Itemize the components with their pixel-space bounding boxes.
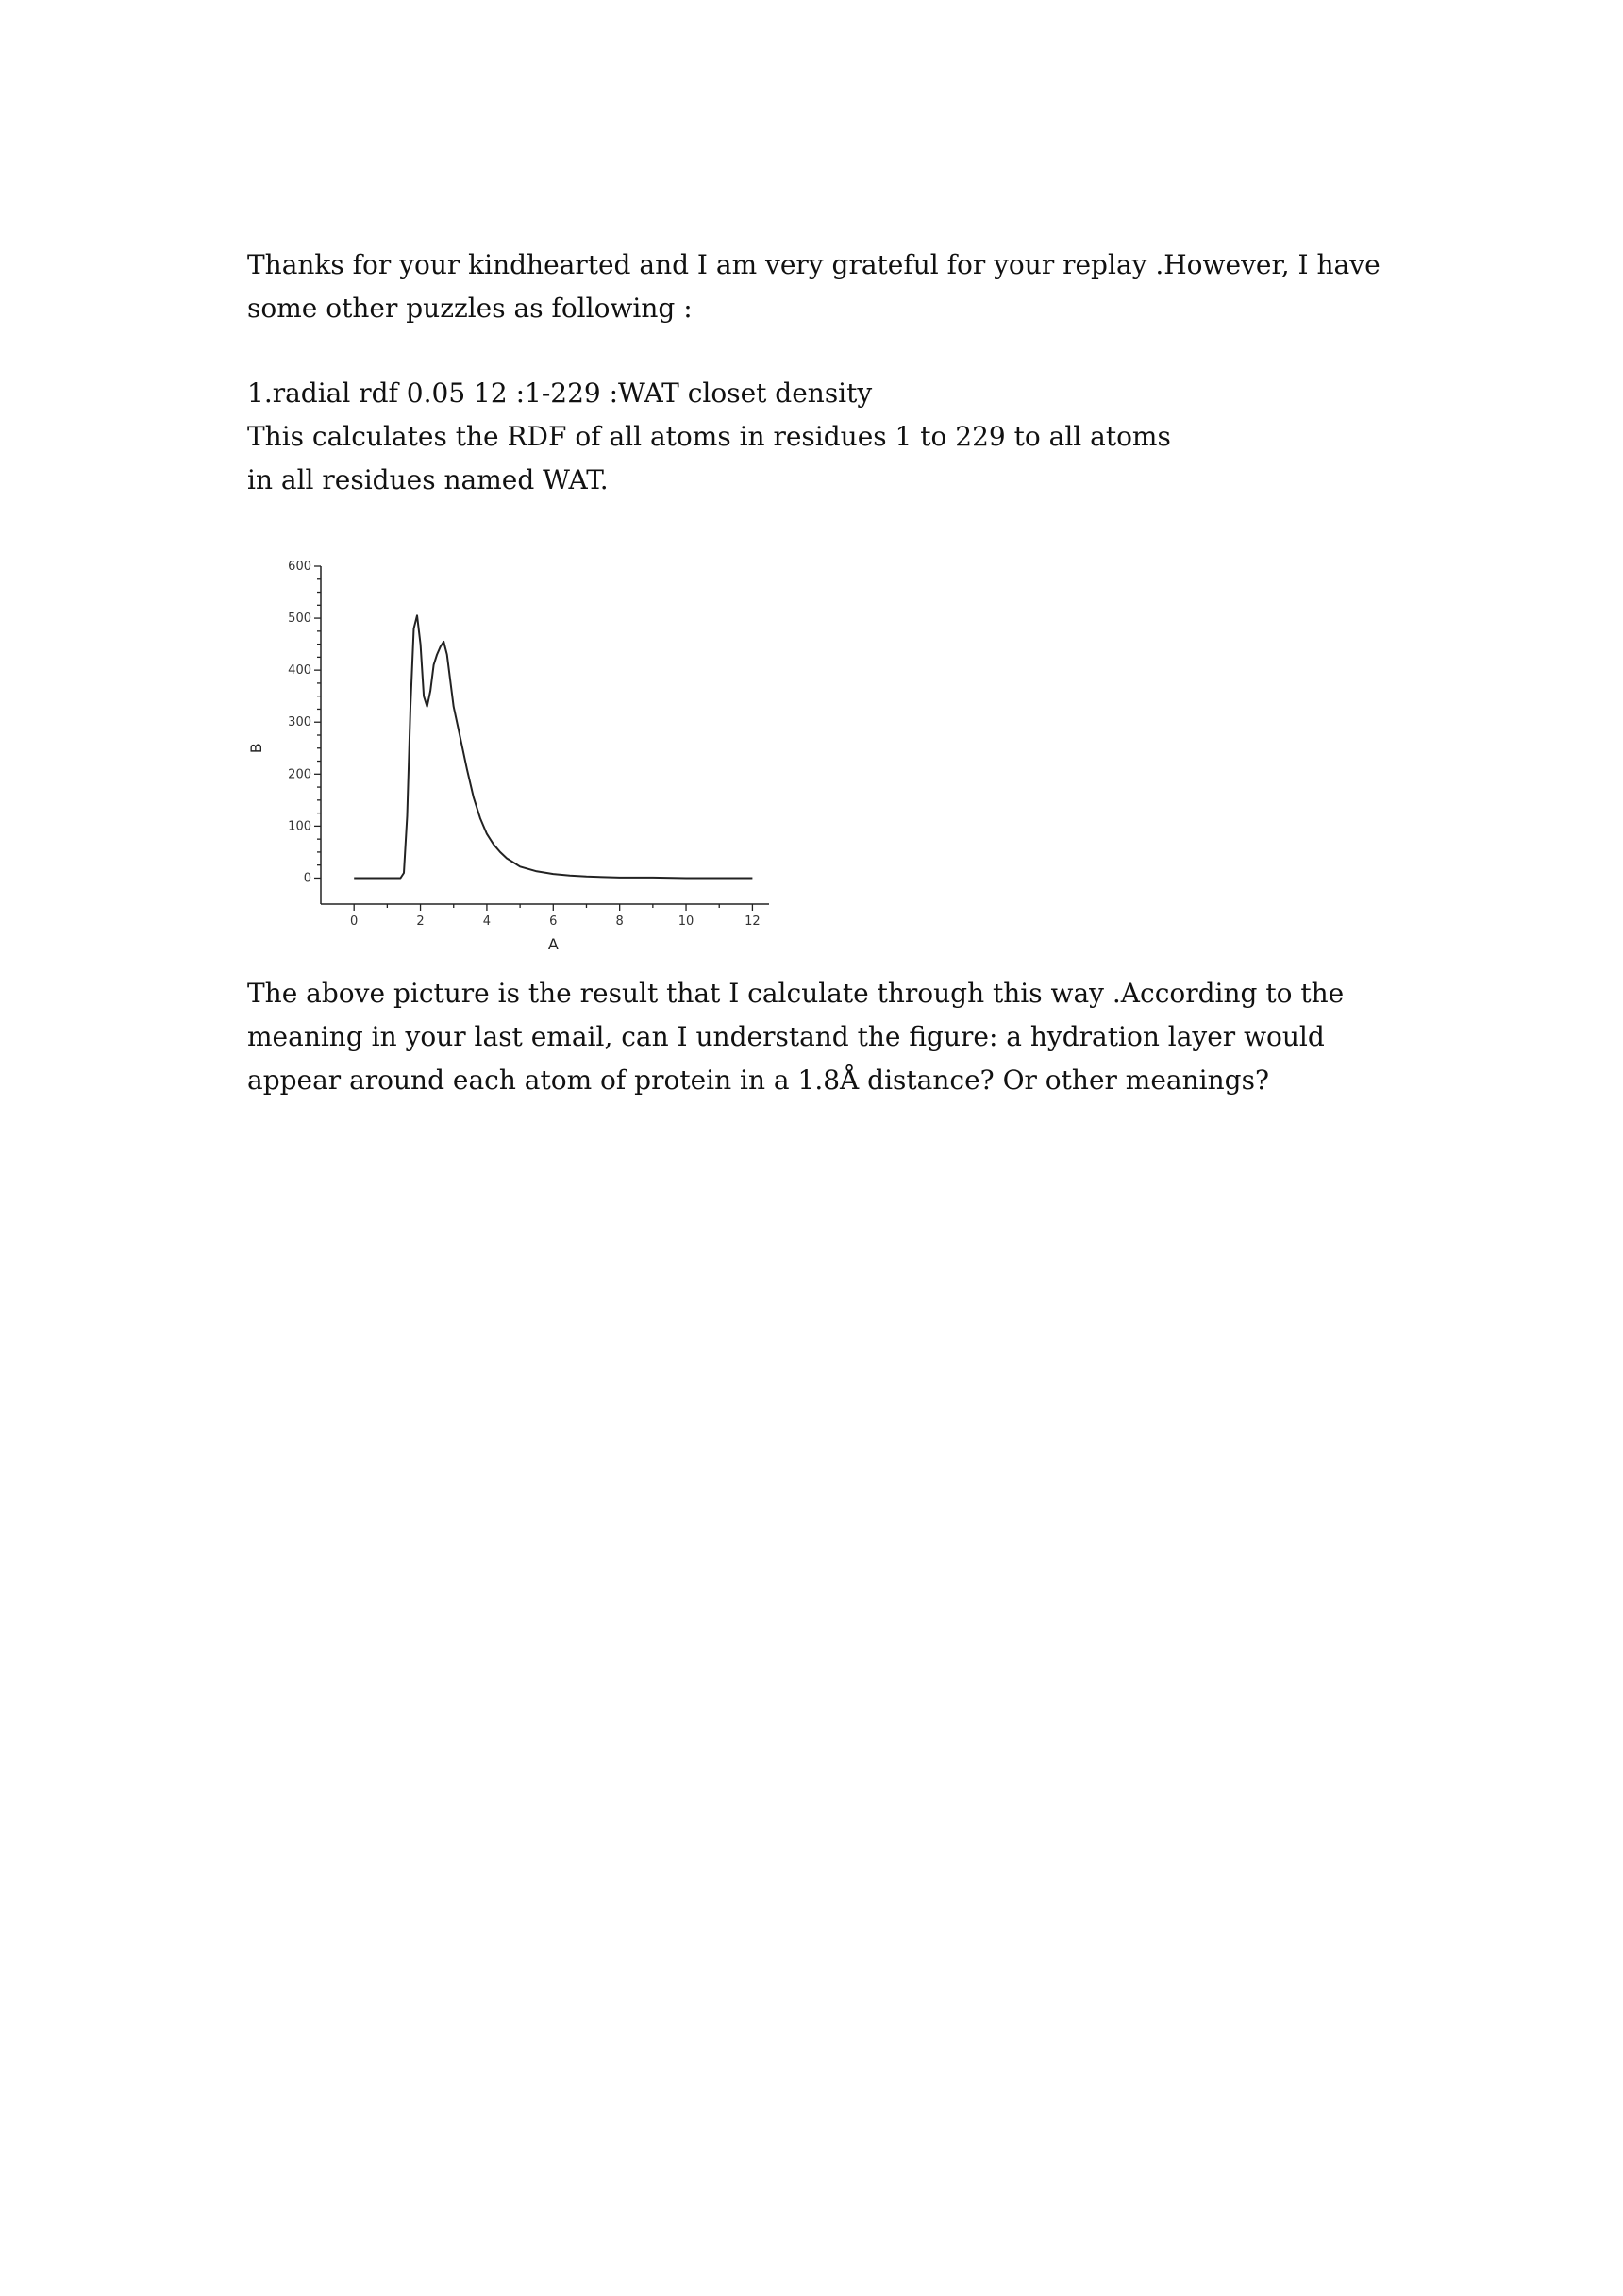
intro-paragraph <box>247 243 1398 330</box>
x-tick-label: 10 <box>678 914 694 929</box>
question-line: appear around each atom of protein in a 1.8Å distance? Or other meanings? <box>247 1064 1269 1096</box>
x-tick-label: 4 <box>482 914 492 929</box>
y-tick-label: 100 <box>288 819 311 834</box>
y-tick-label: 600 <box>288 560 311 574</box>
y-tick-label: 400 <box>288 663 311 679</box>
command-paragraph <box>247 372 1398 502</box>
description-line: This calculates the RDF of all atoms in residues 1 to 229 to all atoms <box>247 421 1171 452</box>
rdf-chart <box>241 557 778 963</box>
series-line <box>354 615 752 878</box>
x-tick-label: 8 <box>615 914 624 929</box>
x-tick-label: 6 <box>549 914 558 929</box>
x-tick-label: 2 <box>416 914 425 929</box>
y-tick-label: 200 <box>288 767 311 782</box>
x-tick-label: 0 <box>350 914 359 929</box>
intro-line: some other puzzles as following : <box>247 293 693 324</box>
x-tick-label: 12 <box>745 914 761 929</box>
y-axis-label: B <box>247 743 265 754</box>
series-layer <box>354 615 752 878</box>
axes <box>321 566 769 904</box>
y-tick-label: 500 <box>288 612 311 627</box>
description-line: in all residues named WAT. <box>247 464 609 495</box>
intro-line: Thanks for your kindhearted and I am very grateful for your replay .However, I have <box>247 249 1380 280</box>
x-axis-label: A <box>547 935 559 953</box>
question-line: meaning in your last email, can I understand the figure: a hydration layer would <box>247 1021 1325 1052</box>
question-line: The above picture is the result that I calculate through this way .According to the <box>247 978 1345 1009</box>
question-paragraph <box>247 972 1398 1102</box>
y-tick-label: 0 <box>303 871 311 886</box>
rdf-chart-svg <box>241 557 778 963</box>
command-line: 1.radial rdf 0.05 12 :1-229 :WAT closet density <box>247 377 873 409</box>
y-tick-label: 300 <box>288 715 311 730</box>
ticks <box>288 560 761 929</box>
